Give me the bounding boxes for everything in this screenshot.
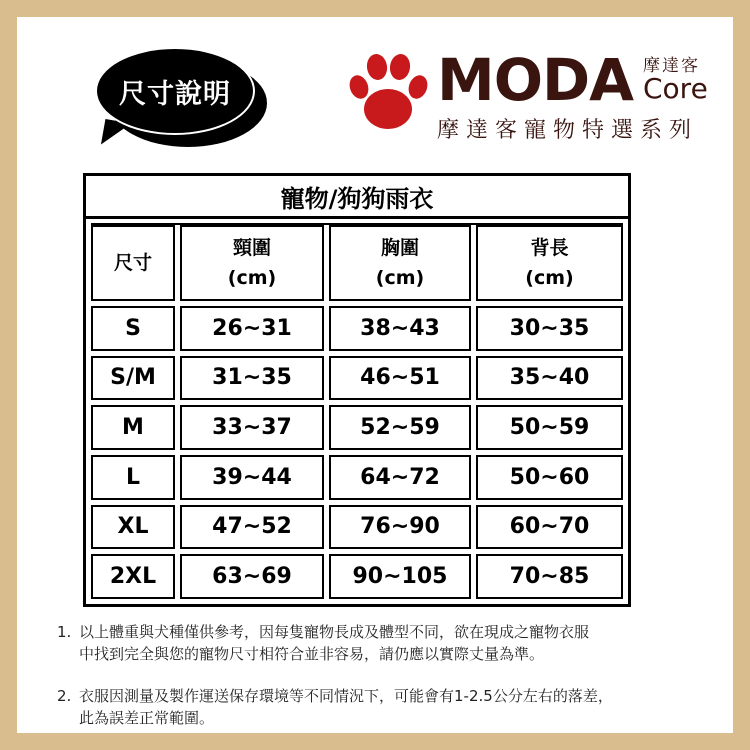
cell-back-length: 60~70 — [476, 505, 623, 550]
cell-back-length: 35~40 — [476, 356, 623, 401]
table-title-row — [86, 176, 628, 216]
note-number: 2. — [57, 687, 72, 705]
cell-neck: 39~44 — [180, 455, 324, 500]
cell-back-length: 50~60 — [476, 455, 623, 500]
cell-chest: 38~43 — [329, 306, 471, 351]
cell-chest: 46~51 — [329, 356, 471, 401]
brand-core: Core — [643, 72, 708, 105]
note-line: 中找到完全與您的寵物尺寸相符合並非容易，請仍應以實際丈量為準。 — [79, 645, 545, 663]
size-guide-label: 尺寸說明 — [119, 78, 231, 110]
note-line: 以上體重與犬種僅供參考，因每隻寵物長成及體型不同，欲在現成之寵物衣服 — [79, 623, 590, 641]
cell-size: XL — [91, 505, 175, 550]
header-back-length: 背長 (cm) — [476, 225, 623, 301]
cell-neck: 63~69 — [180, 554, 324, 599]
brand-logo — [345, 47, 735, 147]
note-line: 衣服因測量及製作運送保存環境等不同情況下，可能會有1-2.5公分左右的落差， — [79, 687, 613, 705]
header-size: 尺寸 — [91, 225, 175, 301]
cell-chest: 90~105 — [329, 554, 471, 599]
note-line: 此為誤差正常範圍。 — [79, 709, 215, 727]
cell-back-length: 70~85 — [476, 554, 623, 599]
note-item — [57, 621, 737, 665]
size-table — [83, 173, 631, 607]
cell-chest: 52~59 — [329, 405, 471, 450]
cell-chest: 76~90 — [329, 505, 471, 550]
cell-neck: 47~52 — [180, 505, 324, 550]
header-chest: 胸圍 (cm) — [329, 225, 471, 301]
table-grid — [91, 223, 623, 599]
brand-name: MODA — [437, 46, 634, 114]
brand-name-chinese: 摩達客 — [643, 56, 700, 76]
cell-size: L — [91, 455, 175, 500]
cell-neck: 26~31 — [180, 306, 324, 351]
bubble-body — [95, 47, 255, 135]
notes — [57, 621, 737, 749]
cell-size: S — [91, 306, 175, 351]
cell-back-length: 30~35 — [476, 306, 623, 351]
cell-size: 2XL — [91, 554, 175, 599]
speech-bubble — [95, 41, 275, 151]
cell-neck: 33~37 — [180, 405, 324, 450]
brand-series: 摩達客寵物特選系列 — [437, 118, 699, 143]
cell-chest: 64~72 — [329, 455, 471, 500]
cell-back-length: 50~59 — [476, 405, 623, 450]
title-divider — [86, 216, 628, 219]
cell-neck: 31~35 — [180, 356, 324, 401]
cell-size: S/M — [91, 356, 175, 401]
header-neck: 頸圍 (cm) — [180, 225, 324, 301]
paw-icon — [345, 51, 431, 137]
table-title: 寵物/狗狗雨衣 — [280, 184, 434, 213]
note-item — [57, 685, 737, 729]
note-number: 1. — [57, 623, 72, 641]
cell-size: M — [91, 405, 175, 450]
